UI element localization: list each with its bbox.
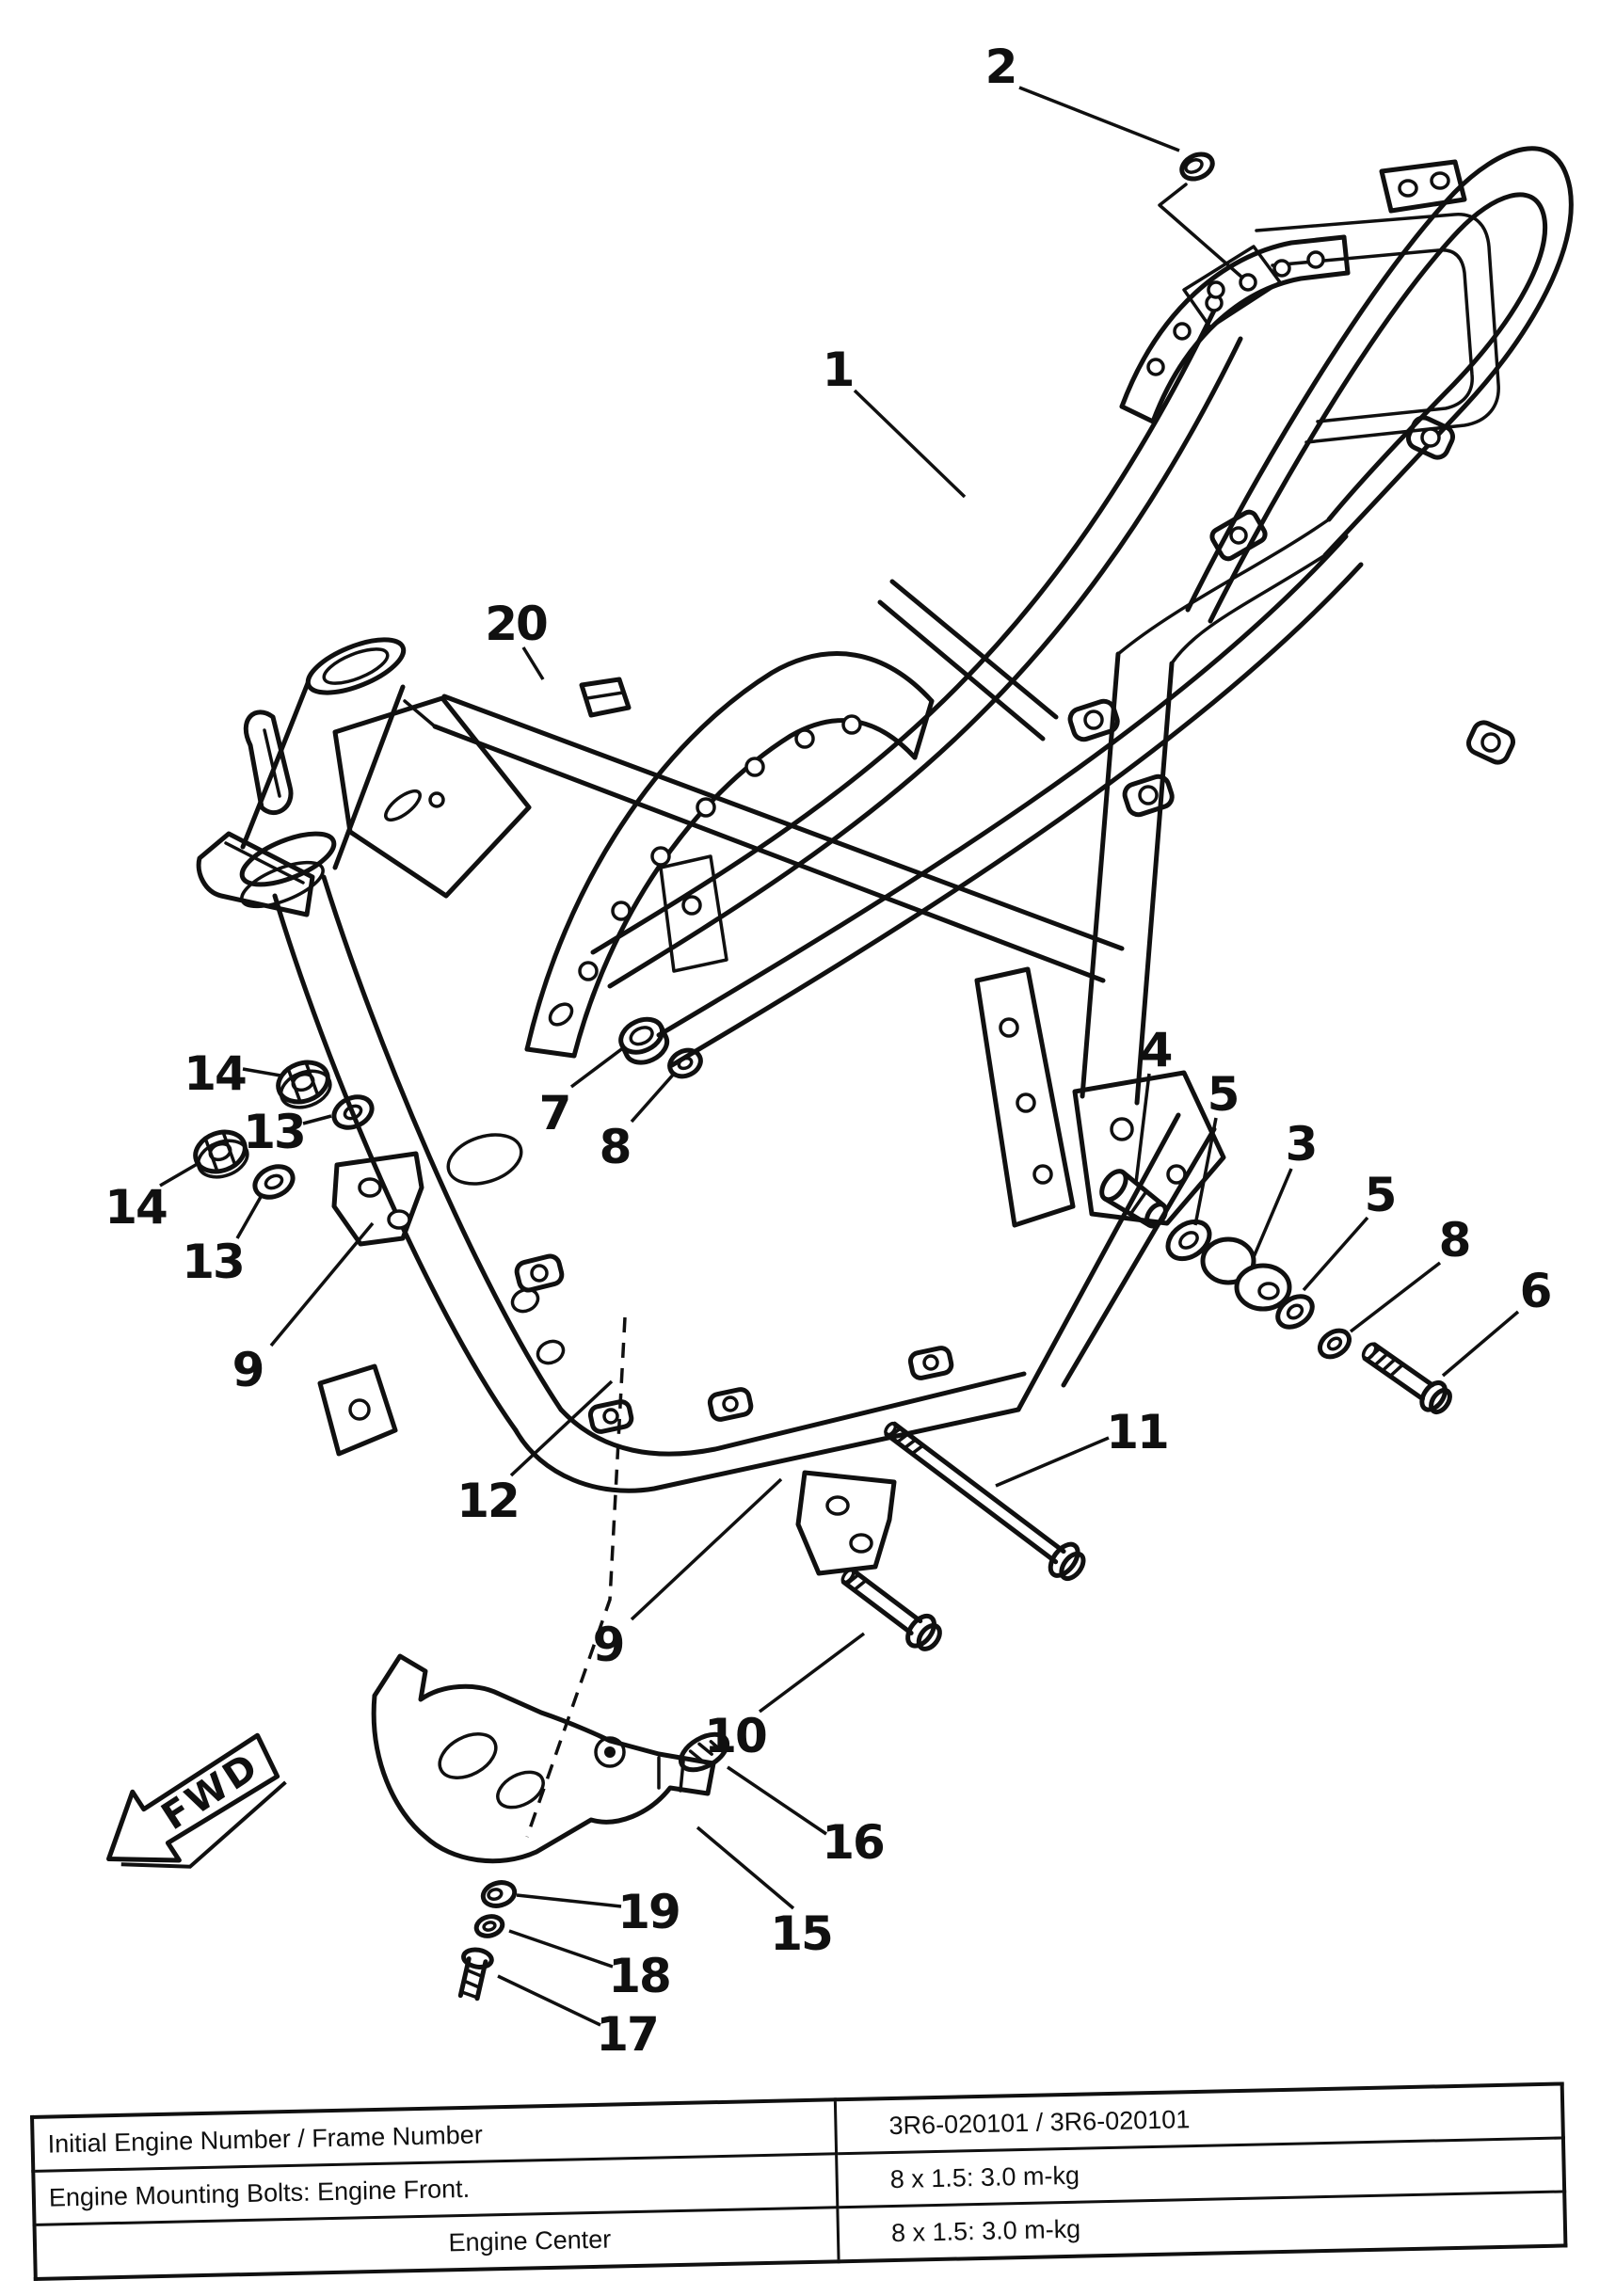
callout-leader-10 (760, 1634, 864, 1712)
callout-leader-8 (1351, 1263, 1440, 1331)
spec-table-wrap (30, 2081, 1567, 2281)
callout-label-8: 8 (599, 1120, 631, 1174)
callout-leader-20 (523, 647, 543, 679)
spec-label-cell: Initial Engine Number / Frame Number (32, 2099, 837, 2171)
callout-label-1: 1 (822, 343, 854, 397)
callout-leader-8 (632, 1073, 675, 1122)
callout-label-6: 6 (1519, 1264, 1551, 1318)
fwd-label: FWD (153, 1744, 268, 1840)
callout-label-19: 19 (617, 1885, 680, 1939)
fwd-arrow (85, 1718, 297, 1902)
callout-label-16: 16 (822, 1815, 884, 1870)
callout-label-15: 15 (770, 1906, 832, 1961)
callout-leader-5 (1304, 1218, 1368, 1290)
callout-label-9: 9 (232, 1343, 264, 1397)
part-nut-19 (480, 1879, 517, 1909)
callout-leader-13 (237, 1197, 261, 1238)
callout-leader-11 (996, 1438, 1109, 1486)
callout-label-8: 8 (1438, 1213, 1470, 1268)
callout-label-12: 12 (456, 1474, 519, 1528)
spec-table (30, 2081, 1567, 2281)
callout-label-5: 5 (1364, 1168, 1396, 1222)
part-engine-guard-15 (374, 1656, 713, 1861)
part-bolt-11 (877, 1412, 1091, 1586)
callout-label-14: 14 (104, 1180, 167, 1235)
callout-label-3: 3 (1285, 1117, 1317, 1172)
callout-leader-7 (571, 1047, 624, 1087)
part-bolt-6 (1357, 1336, 1455, 1417)
callout-label-14: 14 (184, 1046, 246, 1101)
callout-leader-3 (1254, 1169, 1291, 1257)
callout-label-9: 9 (592, 1618, 624, 1672)
spec-value-cell: 8 x 1.5: 3.0 m-kg (837, 2138, 1564, 2208)
callout-leader-2 (1019, 88, 1179, 151)
callout-leader-16 (728, 1767, 826, 1834)
callout-label-13: 13 (243, 1105, 305, 1159)
callout-leader-19 (517, 1895, 621, 1906)
callout-leader-18 (509, 1931, 613, 1967)
part-washer-8-right (1315, 1325, 1354, 1362)
part-washer-18 (474, 1914, 504, 1939)
part-bushing-3 (1203, 1239, 1289, 1309)
spec-label-cell: Engine Mounting Bolts: Engine Front. (33, 2154, 838, 2225)
callout-label-4: 4 (1140, 1023, 1172, 1077)
part-bracket-9-rear (798, 1473, 894, 1573)
spec-label-cell: Engine Center (35, 2208, 840, 2279)
callout-leader-6 (1443, 1312, 1518, 1376)
callout-label-10: 10 (704, 1709, 766, 1763)
part-washer-13-lower (250, 1161, 298, 1204)
spec-value-cell: 3R6-020101 / 3R6-020101 (835, 2083, 1562, 2153)
callout-label-17: 17 (596, 2007, 658, 2062)
callout-label-11: 11 (1106, 1405, 1168, 1459)
part-bolt-7 (616, 1013, 672, 1069)
part-plate-20 (582, 679, 629, 715)
spec-value-cell: 8 x 1.5: 3.0 m-kg (838, 2192, 1565, 2261)
part-bolt-17 (456, 1948, 492, 2000)
install-centerline (527, 1317, 625, 1837)
callout-label-18: 18 (608, 1949, 670, 2003)
callout-label-13: 13 (182, 1235, 244, 1289)
callout-leader-14 (243, 1069, 280, 1076)
part-cap-2 (1178, 150, 1217, 183)
callout-leader-15 (697, 1827, 793, 1908)
callout-leader-9 (271, 1223, 373, 1346)
callout-label-2: 2 (984, 40, 1016, 94)
callout-leader-17 (498, 1976, 600, 2025)
callout-leader-13 (303, 1116, 331, 1124)
frame-illustration (199, 149, 1571, 1491)
callout-leader-9 (632, 1479, 781, 1619)
callout-label-5: 5 (1207, 1067, 1239, 1122)
callout-label-7: 7 (538, 1086, 570, 1140)
callout-label-20: 20 (485, 597, 547, 651)
callout-leader-1 (855, 391, 965, 497)
callout-layer (104, 40, 1550, 2062)
